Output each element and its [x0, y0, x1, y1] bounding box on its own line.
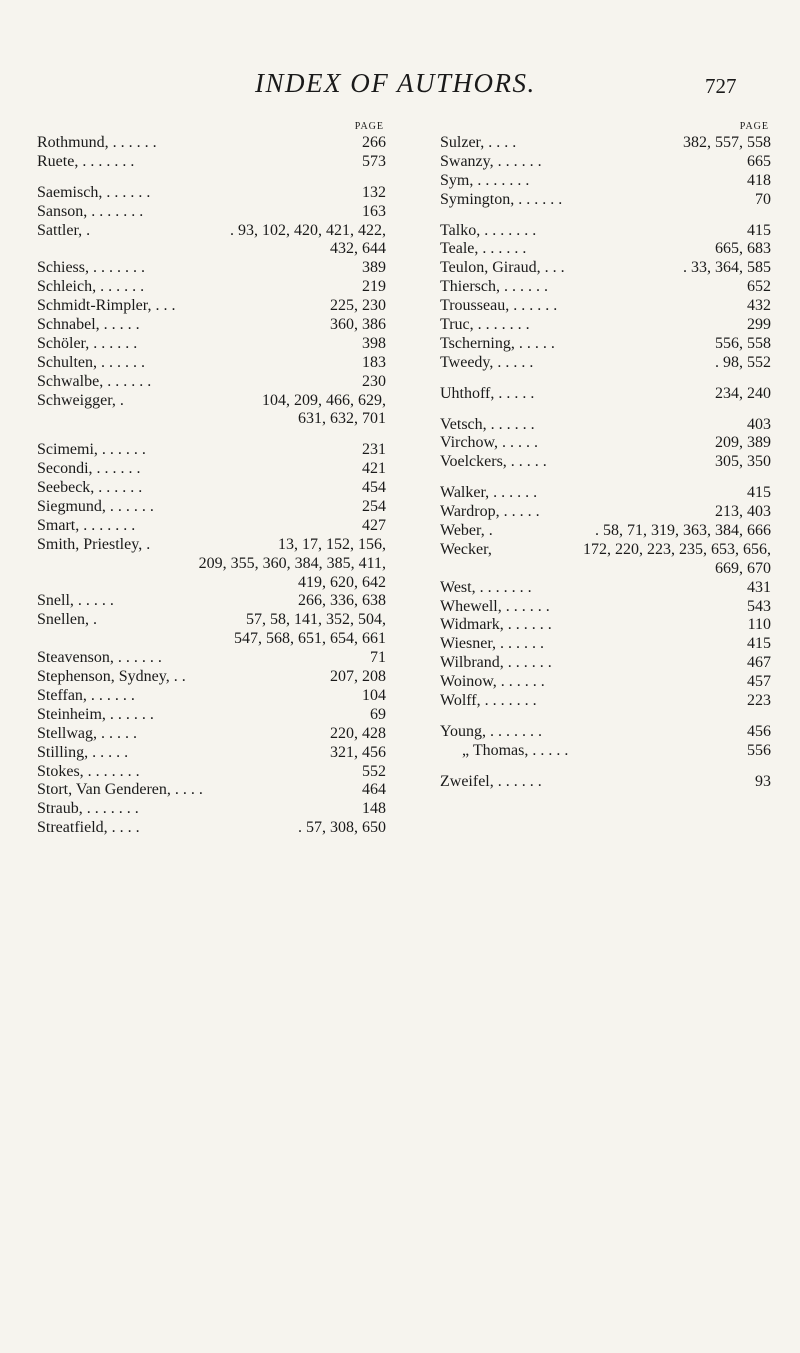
letter-group-gap: [440, 404, 771, 416]
running-title: INDEX OF AUTHORS.: [255, 68, 536, 98]
author-name: „ Thomas, . . . . .: [462, 741, 569, 759]
index-entry-row: [37, 725, 386, 744]
author-name: Schmidt-Rimpler, . . .: [37, 297, 176, 315]
index-entry-row: [440, 335, 771, 354]
page-references: 266, 336, 638: [298, 592, 386, 610]
index-entry: [37, 611, 386, 649]
author-name: Young, . . . . . . .: [440, 722, 542, 740]
page-references: 225, 230: [330, 297, 386, 315]
index-entry: [440, 742, 771, 761]
author-name: Sym, . . . . . . .: [440, 171, 530, 189]
index-entry: [440, 773, 771, 792]
author-name: Steffan, . . . . . .: [37, 686, 135, 704]
page-references: 652: [747, 278, 771, 296]
author-name: Voelckers, . . . . .: [440, 453, 547, 471]
index-entry-row: [440, 434, 771, 453]
index-entry: [37, 222, 386, 260]
page-references: . 57, 308, 650: [298, 819, 386, 837]
index-entry-row: [37, 278, 386, 297]
page-references: 163: [362, 202, 386, 220]
author-name: Teulon, Giraud, . . .: [440, 259, 565, 277]
right-entries: [440, 134, 771, 792]
index-entry: [440, 616, 771, 635]
page-references: 415: [747, 484, 771, 502]
index-entry-row: [37, 153, 386, 172]
index-entry-row: [440, 354, 771, 373]
page-column-label: PAGE: [739, 121, 769, 132]
index-entry-row: [440, 191, 771, 210]
index-entry-row: [440, 579, 771, 598]
page-references: 454: [362, 479, 386, 497]
page-references: 415: [747, 221, 771, 239]
index-entry: [440, 635, 771, 654]
author-name: Trousseau, . . . . . .: [440, 297, 558, 315]
index-entry-row: [440, 742, 771, 761]
page-references: 321, 456: [330, 743, 386, 761]
page-column-label: PAGE: [354, 121, 384, 132]
author-name: Swanzy, . . . . . .: [440, 152, 542, 170]
index-entry-row: [440, 453, 771, 472]
index-entry-row: [37, 184, 386, 203]
continuation-row: [37, 574, 386, 593]
index-entry-row: [440, 773, 771, 792]
page-references: 665: [747, 152, 771, 170]
index-entry: [37, 203, 386, 222]
author-name: Saemisch, . . . . . .: [37, 183, 151, 201]
index-entry-row: [37, 316, 386, 335]
page-references: 360, 386: [330, 316, 386, 334]
letter-group-gap: [440, 210, 771, 222]
letter-group-gap: [37, 429, 386, 441]
page-references: 467: [747, 654, 771, 672]
page-references: 457: [747, 673, 771, 691]
index-entry: [440, 335, 771, 354]
author-name: Stellwag, . . . . .: [37, 724, 137, 742]
page-references-continued: 432, 644: [330, 240, 386, 258]
index-entry-row: [37, 498, 386, 517]
page-references: 219: [362, 278, 386, 296]
index-entry-row: [440, 172, 771, 191]
page-header: [0, 68, 800, 108]
index-entry: [440, 484, 771, 503]
page-references: . 58, 71, 319, 363, 384, 666: [595, 522, 771, 540]
index-entry-row: [37, 222, 386, 241]
page-references: 418: [747, 171, 771, 189]
index-entry-row: [440, 259, 771, 278]
page-references: 403: [747, 415, 771, 433]
index-entry: [37, 706, 386, 725]
index-entry: [37, 781, 386, 800]
author-name: Schöler, . . . . . .: [37, 334, 138, 352]
page-references: 213, 403: [715, 503, 771, 521]
index-entry-row: [37, 649, 386, 668]
index-entry: [37, 687, 386, 706]
page-references-continued: 209, 355, 360, 384, 385, 411,: [198, 554, 386, 572]
author-name: Siegmund, . . . . . .: [37, 498, 154, 516]
letter-group-gap: [440, 472, 771, 484]
page-references: 57, 58, 141, 352, 504,: [246, 611, 386, 629]
page-references: 382, 557, 558: [683, 134, 771, 151]
page-references: 432: [747, 297, 771, 315]
index-entry-row: [440, 673, 771, 692]
index-entry-row: [440, 503, 771, 522]
author-name: Rothmund, . . . . . .: [37, 134, 157, 151]
page-references: 556: [747, 741, 771, 759]
author-name: Schiess, . . . . . . .: [37, 259, 145, 277]
author-name: Woinow, . . . . . .: [440, 673, 545, 691]
page-references: 299: [747, 316, 771, 334]
index-entry-row: [37, 373, 386, 392]
index-entry-row: [37, 354, 386, 373]
letter-group-gap: [440, 711, 771, 723]
page-references: 209, 389: [715, 434, 771, 452]
author-name: Steinheim, . . . . . .: [37, 705, 154, 723]
author-name: Sanson, . . . . . . .: [37, 202, 144, 220]
index-entry-row: [37, 460, 386, 479]
page-references: 665, 683: [715, 240, 771, 258]
page-references: 389: [362, 259, 386, 277]
page-references: 398: [362, 334, 386, 352]
index-entry: [37, 517, 386, 536]
author-name: Uhthoff, . . . . .: [440, 384, 535, 402]
index-entry: [440, 522, 771, 541]
page-references: 456: [747, 722, 771, 740]
index-entry: [37, 297, 386, 316]
author-name: Talko, . . . . . . .: [440, 221, 537, 239]
index-entry-row: [37, 800, 386, 819]
page-references: . 33, 364, 585: [683, 259, 771, 277]
page-references-continued: 669, 670: [715, 559, 771, 577]
index-entry-row: [37, 335, 386, 354]
index-entry: [440, 503, 771, 522]
index-entry: [37, 184, 386, 203]
page-references: 183: [362, 353, 386, 371]
page-references: 421: [362, 460, 386, 478]
index-entry-row: [37, 517, 386, 536]
page-references-continued: 547, 568, 651, 654, 661: [234, 630, 386, 648]
letter-group-gap: [440, 373, 771, 385]
author-name: Stort, Van Genderen, . . . .: [37, 781, 203, 799]
index-entry: [37, 134, 386, 153]
index-entry-row: [440, 240, 771, 259]
index-entry: [37, 536, 386, 593]
page-references: 415: [747, 635, 771, 653]
index-entry: [37, 649, 386, 668]
author-name: Snellen, .: [37, 611, 97, 629]
author-name: Vetsch, . . . . . .: [440, 415, 535, 433]
page-references: 254: [362, 498, 386, 516]
page-references: 104, 209, 466, 629,: [262, 391, 386, 409]
page-references: 234, 240: [715, 384, 771, 402]
author-name: Teale, . . . . . .: [440, 240, 527, 258]
author-name: Wolff, . . . . . . .: [440, 692, 537, 710]
author-name: Schleich, . . . . . .: [37, 278, 145, 296]
author-name: West, . . . . . . .: [440, 578, 532, 596]
page-references: 427: [362, 516, 386, 534]
index-entry: [37, 819, 386, 838]
author-name: Widmark, . . . . . .: [440, 616, 552, 634]
continuation-row: [37, 410, 386, 429]
index-entry: [37, 335, 386, 354]
author-name: Weber, .: [440, 522, 493, 540]
index-entry: [440, 172, 771, 191]
page-references: 305, 350: [715, 453, 771, 471]
index-entry-row: [37, 668, 386, 687]
index-entry: [37, 668, 386, 687]
author-name: Tweedy, . . . . .: [440, 353, 534, 371]
index-entry: [440, 723, 771, 742]
page-references: 266: [362, 134, 386, 151]
author-name: Ruete, . . . . . . .: [37, 152, 135, 170]
index-entry-row: [37, 592, 386, 611]
index-entry: [440, 434, 771, 453]
index-entry: [37, 392, 386, 430]
index-entry: [37, 259, 386, 278]
index-entry-row: [37, 706, 386, 725]
index-entry-row: [37, 687, 386, 706]
index-entry: [440, 153, 771, 172]
author-name: Wecker,: [440, 540, 492, 558]
author-name: Virchow, . . . . .: [440, 434, 538, 452]
author-name: Schulten, . . . . . .: [37, 353, 145, 371]
page-references: 69: [370, 705, 386, 723]
index-entry: [37, 278, 386, 297]
page-references: . 93, 102, 420, 421, 422,: [230, 221, 386, 239]
page-references: 172, 220, 223, 235, 653, 656,: [583, 540, 771, 558]
index-entry-row: [37, 781, 386, 800]
index-entry-row: [37, 819, 386, 838]
page-references: 71: [370, 649, 386, 667]
index-entry: [440, 354, 771, 373]
author-name: Stephenson, Sydney, . .: [37, 668, 186, 686]
author-name: Straub, . . . . . . .: [37, 800, 139, 818]
page-references: 223: [747, 692, 771, 710]
index-entry-row: [440, 297, 771, 316]
index-entry-row: [440, 134, 771, 153]
index-entry: [37, 153, 386, 172]
index-entry: [440, 598, 771, 617]
index-entry-row: [37, 611, 386, 630]
index-entry: [37, 316, 386, 335]
author-name: Scimemi, . . . . . .: [37, 441, 146, 459]
index-entry: [37, 354, 386, 373]
author-name: Zweifel, . . . . . .: [440, 772, 542, 790]
page-references-continued: 419, 620, 642: [298, 573, 386, 591]
index-entry: [440, 316, 771, 335]
index-entry-row: [37, 441, 386, 460]
index-entry: [37, 744, 386, 763]
author-name: Wiesner, . . . . . .: [440, 635, 545, 653]
index-entry-row: [440, 723, 771, 742]
continuation-row: [440, 560, 771, 579]
index-entry-row: [37, 259, 386, 278]
page-references: 543: [747, 597, 771, 615]
index-entry-row: [37, 392, 386, 411]
index-entry: [440, 579, 771, 598]
author-name: Stilling, . . . . .: [37, 743, 129, 761]
continuation-row: [37, 240, 386, 259]
page-references: 464: [362, 781, 386, 799]
page-references: 231: [362, 441, 386, 459]
index-entry-row: [440, 692, 771, 711]
author-name: Symington, . . . . . .: [440, 190, 563, 208]
index-entry: [440, 692, 771, 711]
index-entry-row: [440, 316, 771, 335]
page-references: 573: [362, 152, 386, 170]
left-index-column: [37, 120, 386, 838]
index-entry-row: [440, 222, 771, 241]
page-references-continued: 631, 632, 701: [298, 410, 386, 428]
index-entry: [37, 460, 386, 479]
author-name: Steavenson, . . . . . .: [37, 649, 162, 667]
author-name: Walker, . . . . . .: [440, 484, 538, 502]
page-references: 431: [747, 578, 771, 596]
page-references: 132: [362, 183, 386, 201]
index-entry-row: [440, 598, 771, 617]
index-entry: [37, 725, 386, 744]
author-name: Stokes, . . . . . . .: [37, 762, 140, 780]
author-name: Schweigger, .: [37, 391, 124, 409]
page-references: 220, 428: [330, 724, 386, 742]
index-entry: [37, 479, 386, 498]
author-name: Wardrop, . . . . .: [440, 503, 540, 521]
page-references: 552: [362, 762, 386, 780]
author-name: Sulzer, . . . .: [440, 134, 517, 151]
author-name: Whewell, . . . . . .: [440, 597, 550, 615]
index-entry-row: [37, 297, 386, 316]
index-entry: [440, 453, 771, 472]
index-entry: [440, 654, 771, 673]
page-references: 207, 208: [330, 668, 386, 686]
page-references: 93: [755, 772, 771, 790]
author-name: Smart, . . . . . . .: [37, 516, 136, 534]
index-entry: [37, 498, 386, 517]
index-entry-row: [440, 484, 771, 503]
index-entry-row: [37, 536, 386, 555]
page-references: . 98, 552: [715, 353, 771, 371]
author-name: Streatfield, . . . .: [37, 819, 140, 837]
left-entries: [37, 134, 386, 838]
index-entry-row: [440, 541, 771, 560]
index-entry: [440, 134, 771, 153]
page-references: 13, 17, 152, 156,: [278, 535, 386, 553]
index-entry-row: [37, 203, 386, 222]
index-entry: [440, 222, 771, 241]
continuation-row: [37, 630, 386, 649]
index-entry-row: [440, 522, 771, 541]
index-entry: [440, 416, 771, 435]
author-name: Sattler, .: [37, 221, 91, 239]
right-index-column: [440, 120, 771, 792]
index-entry: [440, 673, 771, 692]
page-references: 70: [755, 190, 771, 208]
index-entry: [37, 763, 386, 782]
letter-group-gap: [37, 172, 386, 184]
author-name: Secondi, . . . . . .: [37, 460, 141, 478]
index-entry-row: [37, 479, 386, 498]
author-name: Tscherning, . . . . .: [440, 334, 555, 352]
page-references: 104: [362, 686, 386, 704]
index-entry: [440, 278, 771, 297]
index-entry-row: [440, 278, 771, 297]
index-entry-row: [37, 763, 386, 782]
letter-group-gap: [440, 761, 771, 773]
index-entry-row: [440, 153, 771, 172]
index-entry: [37, 592, 386, 611]
author-name: Schwalbe, . . . . . .: [37, 372, 152, 390]
index-entry-row: [37, 134, 386, 153]
index-entry: [37, 800, 386, 819]
page-number: 727: [705, 74, 737, 98]
index-entry: [37, 441, 386, 460]
author-name: Seebeck, . . . . . .: [37, 479, 143, 497]
index-entry-row: [440, 654, 771, 673]
continuation-row: [37, 555, 386, 574]
author-name: Smith, Priestley, .: [37, 535, 151, 553]
page-references: 110: [747, 616, 771, 634]
index-entry: [37, 373, 386, 392]
index-entry-row: [440, 385, 771, 404]
index-entry: [440, 297, 771, 316]
index-entry: [440, 541, 771, 579]
index-entry-row: [440, 616, 771, 635]
index-entry-row: [440, 416, 771, 435]
page-references: 556, 558: [715, 334, 771, 352]
index-entry: [440, 240, 771, 259]
page-references: 148: [362, 800, 386, 818]
index-entry: [440, 259, 771, 278]
index-entry-row: [440, 635, 771, 654]
index-entry: [440, 385, 771, 404]
author-name: Wilbrand, . . . . . .: [440, 654, 552, 672]
author-name: Snell, . . . . .: [37, 592, 114, 610]
author-name: Thiersch, . . . . . .: [440, 278, 548, 296]
index-entry: [440, 191, 771, 210]
page-references: 230: [362, 372, 386, 390]
author-name: Truc, . . . . . . .: [440, 316, 530, 334]
author-name: Schnabel, . . . . .: [37, 316, 140, 334]
index-entry-row: [37, 744, 386, 763]
